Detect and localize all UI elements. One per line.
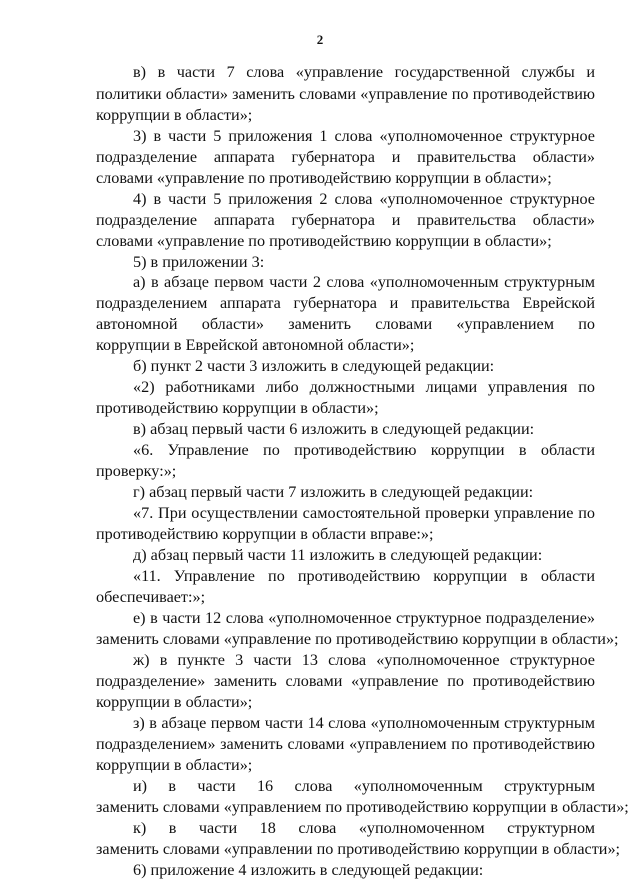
text-line: г) абзац первый части 7 изложить в следующей редакции: <box>133 483 534 501</box>
text-line: «11. Управление по противодействию коррупции в области <box>133 567 595 585</box>
text-line: з) в абзаце первом части 14 слова «уполномоченным структурным <box>133 714 595 732</box>
text-line: в) абзац первый части 6 изложить в следующей редакции: <box>133 420 535 438</box>
text-line: 5) в приложении 3: <box>133 253 265 271</box>
text-line: заменить словами «управлением по противодействию коррупции в области»; <box>96 798 629 816</box>
text-line: заменить словами «управление по противодействию коррупции в области»; <box>96 630 619 648</box>
text-line: коррупции в Еврейской автономной области»; <box>96 336 415 354</box>
text-line: «7. При осуществлении самостоятельной проверки управление по <box>133 504 595 522</box>
text-line: «2) работниками либо должностными лицами управления по <box>133 378 595 396</box>
text-line: д) абзац первый части 11 изложить в следующей редакции: <box>133 546 543 564</box>
text-line: подразделение» заменить словами «управление по противодействию <box>96 672 595 690</box>
text-line: а) в абзаце первом части 2 слова «уполномоченным структурным <box>133 273 595 291</box>
text-line: противодействию коррупции в области вправе:»; <box>96 525 434 543</box>
text-line: и) в части 16 слова «уполномоченным структурным <box>133 777 595 795</box>
text-line: обеспечивает:»; <box>96 588 206 606</box>
text-line: коррупции в области»; <box>96 756 253 774</box>
text-line: 4) в части 5 приложения 2 слова «уполномоченное структурное <box>133 190 595 208</box>
text-line: словами «управление по противодействию коррупции в области»; <box>96 169 552 187</box>
text-line: б) пункт 2 части 3 изложить в следующей редакции: <box>133 357 495 375</box>
text-line: подразделением» заменить словами «управлением по противодействию <box>96 735 595 753</box>
text-line: автономной области» заменить словами «управлением по <box>96 315 595 333</box>
text-line: подразделение аппарата губернатора и правительства области» <box>96 211 595 229</box>
text-line: противодействию коррупции в области»; <box>96 399 379 417</box>
text-line: «6. Управление по противодействию коррупции в области <box>133 441 595 459</box>
text-line: словами «управление по противодействию коррупции в области»; <box>96 232 552 250</box>
text-line: коррупции в области»; <box>96 693 253 711</box>
text-line: политики области» заменить словами «управление по противодействию <box>96 85 595 103</box>
text-line: к) в части 18 слова «уполномоченном структурном <box>133 819 595 837</box>
text-line: коррупции в области»; <box>96 106 253 124</box>
text-line: 6) приложение 4 изложить в следующей редакции: <box>133 861 484 879</box>
text-line: ж) в пункте 3 части 13 слова «уполномоченное структурное <box>133 651 595 669</box>
text-line: е) в части 12 слова «уполномоченное структурное подразделение» <box>133 609 595 627</box>
page-number: 2 <box>316 32 324 47</box>
text-line: заменить словами «управлении по противодействию коррупции в области»; <box>96 840 621 858</box>
text-line: подразделение аппарата губернатора и правительства области» <box>96 148 595 166</box>
text-line: 3) в части 5 приложения 1 слова «уполномоченное структурное <box>133 127 595 145</box>
text-line: проверку:»; <box>96 462 177 480</box>
text-line: подразделением аппарата губернатора и правительства Еврейской <box>96 294 595 312</box>
text-line: в) в части 7 слова «управление государственной службы и <box>133 63 595 81</box>
